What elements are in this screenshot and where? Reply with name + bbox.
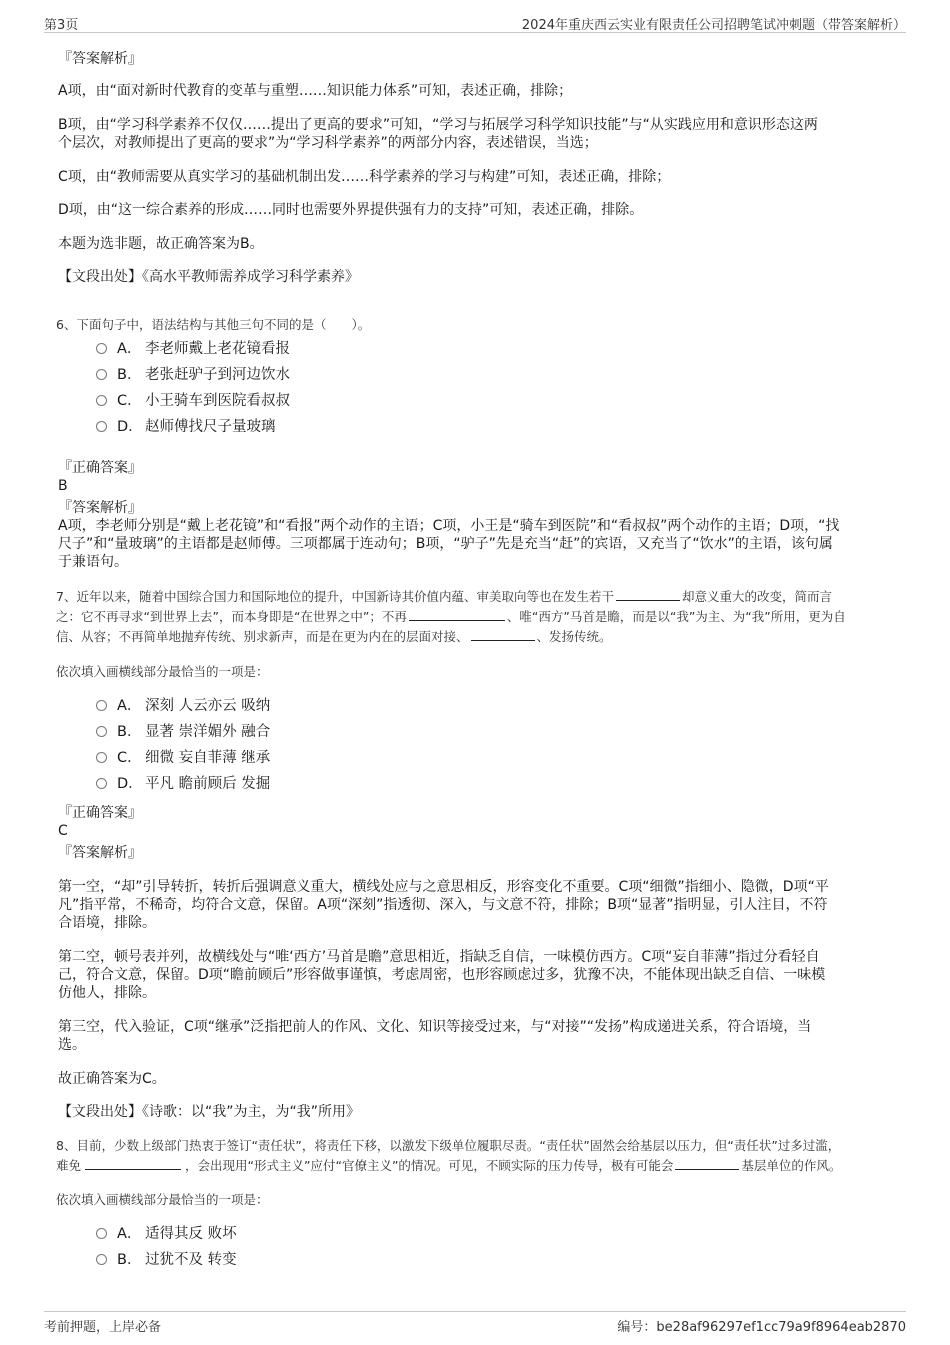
radio-icon[interactable] [96,700,107,711]
question-7-option-c[interactable]: C． 细微 妄自菲薄 继承 [96,747,270,769]
question-6-option-c[interactable]: C． 小王骑车到医院看叔叔 [96,390,290,412]
fill-blank[interactable] [616,588,680,601]
question-7-analysis-p2-line1: 第二空，顿号表并列，故横线处与“唯‘西方’马首是瞻”意思相近，指缺乏自信，一味模仿西方。C项“妄自菲薄”指过分看轻自 [58,949,820,965]
question-7-analysis-p3-line2: 选。 [58,1037,86,1053]
fill-blank[interactable] [675,1157,739,1170]
source-citation: 【文段出处】《高水平教师需养成学习科学素养》 [58,269,359,285]
radio-icon[interactable] [96,1254,107,1265]
question-7-answer: C [58,823,68,839]
question-7-analysis-p2-line2: 己，符合文意，保留。D项“瞻前顾后”形容做事谨慎，考虑周密，也形容顾虑过多，犹豫不决，不能体现出缺乏自信、一味模 [58,967,826,983]
question-6-option-a[interactable]: A． 李老师戴上老花镜看报 [96,338,290,360]
question-8-option-a[interactable]: A． 适得其反 败坏 [96,1223,237,1245]
radio-icon[interactable] [96,726,107,737]
conclusion: 本题为选非题，故正确答案为B。 [58,236,264,252]
radio-icon[interactable] [96,752,107,763]
footer-slogan: 考前押题，上岸必备 [44,1320,162,1335]
question-7-analysis-p3-line1: 第三空，代入验证，C项“继承”泛指把前人的作风、文化、知识等接受过来，与“对接”“发扬”构成递进关系，符合语境，当 [58,1019,812,1035]
radio-icon[interactable] [96,395,107,406]
analysis-b-line1: B项，由“学习科学素养不仅仅……提出了更高的要求”可知，“学习与拓展学习科学知识技能”与“从实践应用和意识形态这两 [58,117,818,133]
question-8-prompt: 依次填入画横线部分最恰当的一项是： [56,1192,269,1207]
question-6-stem: 6、下面句子中，语法结构与其他三句不同的是（ ）。 [56,317,371,332]
fill-blank[interactable] [409,608,505,621]
question-7-option-d[interactable]: D． 平凡 瞻前顾后 发掘 [96,773,270,795]
fill-blank[interactable] [85,1157,181,1170]
radio-icon[interactable] [96,343,107,354]
question-7-analysis-p2-line3: 仿他人，排除。 [58,985,156,1001]
analysis-b-line2: 个层次，对教师提出了更高的要求”为“学习科学素养”的两部分内容，表述错误，当选； [58,135,598,151]
question-7-answer-label: 『正确答案』 [58,805,142,821]
question-7-analysis-p1-line1: 第一空，“却”引导转折，转折后强调意义重大，横线处应与之意思相反，形容变化不重要。C项“细微”指细小、隐微，D项“平 [58,879,829,895]
question-7-prompt: 依次填入画横线部分最恰当的一项是： [56,664,269,679]
question-7-option-a[interactable]: A． 深刻 人云亦云 吸纳 [96,695,270,717]
document-id: 编号：be28af96297ef1cc79a9f8964eab2870 [617,1320,906,1335]
question-6-analysis-line3: 于兼语句。 [58,554,128,570]
radio-icon[interactable] [96,369,107,380]
analysis-d: D项，由“这一综合素养的形成……同时也需要外界提供强有力的支持”可知，表述正确，排除。 [58,202,644,218]
question-6-option-d[interactable]: D． 赵师傅找尺子量玻璃 [96,416,276,438]
question-6-option-b[interactable]: B． 老张赶驴子到河边饮水 [96,364,290,386]
question-7-source: 【文段出处】《诗歌：以“我”为主，为“我”所用》 [58,1104,361,1120]
question-7-analysis-p1-line2: 凡”指平常，不稀奇，均符合文意，保留。A项“深刻”指透彻、深入，与文意不符，排除；B项“显著”指明显，引人注目，不符 [58,897,828,913]
page-number: 第3页 [44,18,79,33]
question-8-option-b[interactable]: B． 过犹不及 转变 [96,1249,237,1271]
page-footer [44,1311,906,1336]
question-7-conclusion: 故正确答案为C。 [58,1071,166,1087]
question-7-option-b[interactable]: B． 显著 崇洋媚外 融合 [96,721,270,743]
analysis-c: C项，由“教师需要从真实学习的基础机制出发……科学素养的学习与构建”可知，表述正确，排除； [58,169,671,185]
analysis-a: A项，由“面对新时代教育的变革与重塑……知识能力体系”可知，表述正确，排除； [58,83,573,99]
question-7-analysis-label: 『答案解析』 [58,845,142,861]
question-6-answer-label: 『正确答案』 [58,460,142,476]
question-6-analysis-line2: 尺子”和“量玻璃”的主语都是赵师傅。三项都属于连动句；B项，“驴子”先是充当“赶”的宾语，又充当了“饮水”的主语，该句属 [58,536,833,552]
question-8-stem-line2: 难免 ，会出现用“形式主义”应付“官僚主义”的情况。可见，不顾实际的压力传导，极有可能会 基层单位的作风。 [56,1158,842,1173]
page-header [44,12,906,33]
fill-blank[interactable] [471,628,535,641]
radio-icon[interactable] [96,778,107,789]
question-6-analysis-line1: A项，李老师分别是“戴上老花镜”和“看报”两个动作的主语；C项，小王是“骑车到医院”和“看叔叔”两个动作的主语；D项，“找 [58,518,840,534]
question-6-answer: B [58,478,68,494]
document-title: 2024年重庆西云实业有限责任公司招聘笔试冲刺题（带答案解析） [521,18,906,33]
radio-icon[interactable] [96,421,107,432]
question-6-analysis-label: 『答案解析』 [58,500,142,516]
radio-icon[interactable] [96,1228,107,1239]
question-8-stem-line1: 8、目前，少数上级部门热衷于签订“责任状”，将责任下移，以激发下级单位履职尽责。“责任状”固然会给基层以压力，但“责任状”过多过滥， [56,1138,841,1153]
analysis-label: 『答案解析』 [58,51,142,67]
question-7-stem-line2: 之：它不再寻求“到世界上去”，而本身即是“在世界之中”；不再 、唯“西方”马首是瞻，而是以“我”为主、为“我”所用，更为自 [56,609,846,624]
question-7-stem-line1: 7、近年以来，随着中国综合国力和国际地位的提升，中国新诗其价值内蕴、审美取向等也在发生若干 却意义重大的改变，简而言 [56,589,832,604]
question-7-analysis-p1-line3: 合语境，排除。 [58,915,156,931]
question-7-stem-line3: 信、从容；不再简单地抛弃传统、别求新声，而是在更为内在的层面对接、 、发扬传统。 [56,629,612,644]
